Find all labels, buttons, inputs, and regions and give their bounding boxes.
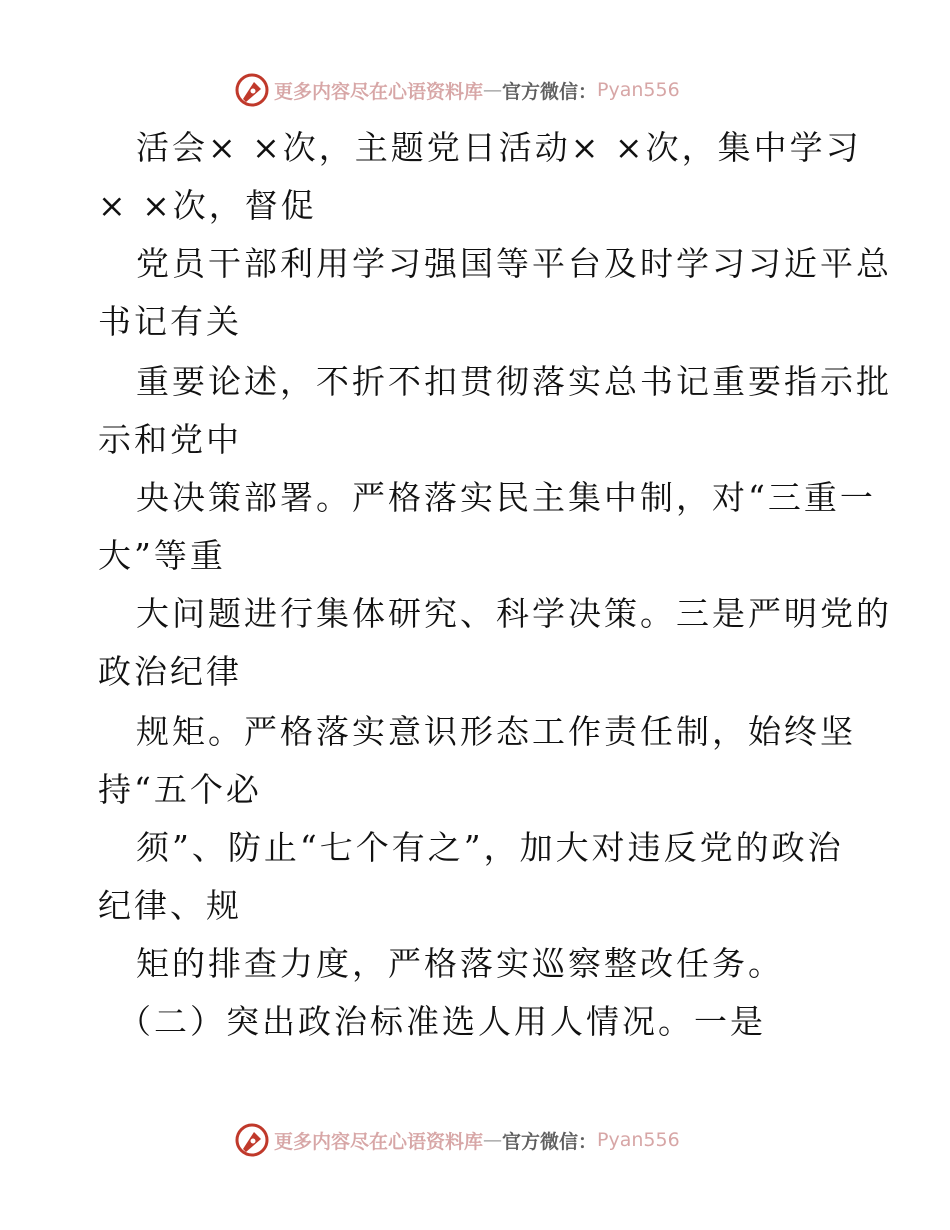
- watermark-dash: —: [483, 79, 503, 101]
- body-line: 持“五个必: [98, 770, 262, 809]
- body-line: 书记有关: [98, 302, 242, 341]
- body-line: 规矩。严格落实意识形态工作责任制，始终坚: [136, 712, 856, 751]
- watermark-wechat-label: 官方微信：: [502, 1130, 598, 1153]
- watermark-title: 更多内容尽在心语资料库: [274, 80, 484, 103]
- section-heading: （二）突出政治标准选人用人情况。一是: [118, 1002, 766, 1041]
- watermark-header: [234, 72, 680, 108]
- watermark-footer: [234, 1122, 680, 1158]
- body-line: 党员干部利用学习强国等平台及时学习习近平总: [136, 244, 892, 283]
- body-line: × ×次，督促: [98, 186, 317, 225]
- body-line: 须”、防止“七个有之”，加大对违反党的政治: [136, 828, 844, 867]
- watermark-wechat-label: 官方微信：: [502, 80, 598, 103]
- watermark-wechat-id: Pyan556: [597, 79, 680, 101]
- watermark-dash: —: [483, 1129, 503, 1151]
- body-line: 政治纪律: [98, 652, 242, 691]
- body-line: 大问题进行集体研究、科学决策。三是严明党的: [136, 594, 892, 633]
- pen-nib-circle-icon: [234, 72, 270, 108]
- watermark-wechat-id: Pyan556: [597, 1129, 680, 1151]
- body-line: 大”等重: [98, 536, 226, 575]
- body-line: 纪律、规: [98, 886, 242, 925]
- body-line: 活会× ×次，主题党日活动× ×次，集中学习: [136, 128, 862, 167]
- body-line: 央决策部署。严格落实民主集中制，对“三重一: [136, 478, 876, 517]
- pen-nib-circle-icon: [234, 1122, 270, 1158]
- body-line: 矩的排查力度，严格落实巡察整改任务。: [136, 944, 784, 983]
- watermark-title: 更多内容尽在心语资料库: [274, 1130, 484, 1153]
- body-line: 示和党中: [98, 420, 242, 459]
- body-line: 重要论述，不折不扣贯彻落实总书记重要指示批: [136, 362, 892, 401]
